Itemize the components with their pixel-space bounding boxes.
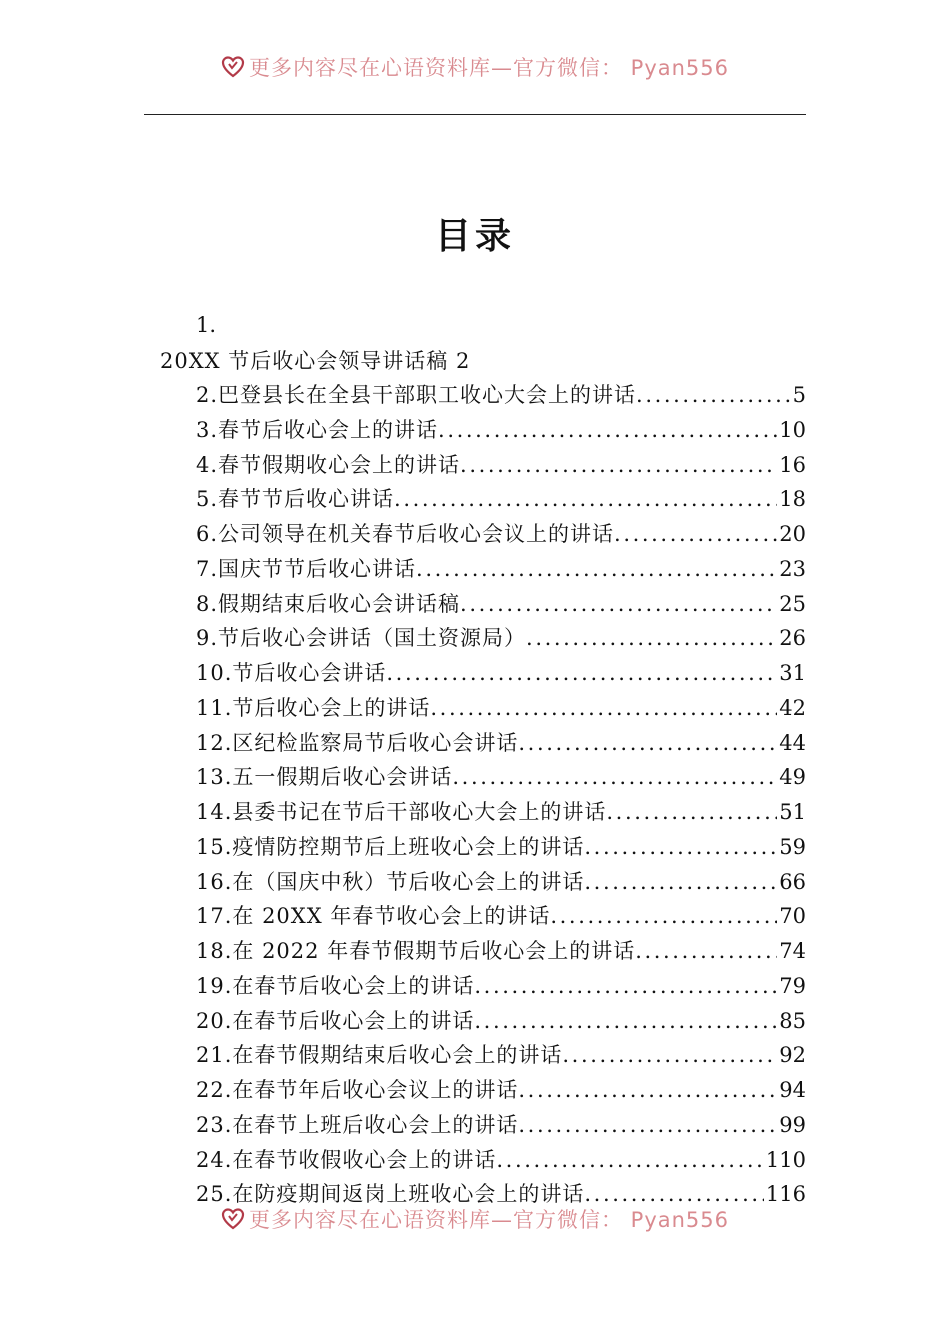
- toc-entry-label: 10.节后收心会讲话: [196, 661, 387, 685]
- toc-entry-page-number: 10: [779, 417, 806, 442]
- toc-entry-label: 8.假期结束后收心会讲话稿: [196, 591, 461, 616]
- heart-logo-icon: [221, 1207, 245, 1231]
- toc-entry-label: 23.在春节上班后收心会上的讲话: [196, 1112, 519, 1137]
- toc-entry-label: 14.县委书记在节后干部收心大会上的讲话: [196, 800, 607, 824]
- toc-entry-leader-dots: [635, 934, 777, 968]
- toc-entry-leader-dots: [430, 691, 777, 725]
- toc-entry-page-number: 51: [779, 800, 806, 824]
- toc-entry-page-number: 5: [792, 383, 806, 407]
- page-header: [0, 52, 950, 82]
- toc-entry-page-number: 79: [779, 973, 806, 998]
- toc-entry-label: 5.春节节后收心讲话: [196, 487, 395, 512]
- toc-entry-page-number: 23: [779, 556, 806, 581]
- toc-entry[interactable]: [196, 1073, 806, 1108]
- toc-entry-page-number: 74: [779, 939, 806, 963]
- toc-entry[interactable]: [196, 1004, 806, 1039]
- toc-entry-page-number: 18: [779, 487, 806, 512]
- page-title: 目录: [434, 215, 515, 257]
- toc-entry[interactable]: [196, 1143, 806, 1178]
- toc-entry-leader-dots: [452, 760, 777, 794]
- toc-entry-leader-dots: [584, 865, 777, 899]
- toc-entry-label: 17.在 20XX 年春节收心会上的讲话: [196, 904, 551, 929]
- toc-entry-leader-dots: [584, 830, 777, 864]
- toc-entry-page-number: 25: [779, 591, 806, 616]
- toc-entry[interactable]: [196, 899, 806, 934]
- toc-entry-leader-dots: [386, 656, 777, 690]
- toc-entry-label: 12.区纪检监察局节后收心会讲话: [196, 730, 519, 755]
- toc-entry[interactable]: [196, 691, 806, 726]
- toc-entry[interactable]: [196, 830, 806, 865]
- heart-logo-icon: [221, 55, 245, 79]
- toc-entry-leader-dots: [518, 1073, 777, 1107]
- toc-first-entry-text[interactable]: 20XX 节后收心会领导讲话稿 2: [160, 349, 471, 373]
- toc-entry-page-number: 26: [779, 626, 806, 651]
- toc-entry-leader-dots: [614, 517, 777, 551]
- toc-entry-label: 11.节后收心会上的讲话: [196, 695, 431, 720]
- toc-entry-leader-dots: [526, 621, 777, 655]
- toc-entry-label: 2.巴登县长在全县干部职工收心大会上的讲话: [196, 383, 637, 407]
- toc-entry-page-number: 99: [779, 1112, 806, 1137]
- toc-entry[interactable]: [196, 760, 806, 795]
- toc-first-entry-number: 1.: [196, 313, 217, 337]
- toc-entry-page-number: 42: [779, 695, 806, 720]
- toc-entry-leader-dots: [460, 587, 777, 621]
- toc-entry[interactable]: [196, 448, 806, 483]
- toc-entry-page-number: 44: [779, 730, 806, 755]
- toc-entry-label: 6.公司领导在机关春节后收心会议上的讲话: [196, 522, 615, 546]
- toc-entry-label: 3.春节后收心会上的讲话: [196, 417, 439, 442]
- toc-entry[interactable]: [196, 413, 806, 448]
- toc-entry-leader-dots: [518, 726, 777, 760]
- toc-entry-leader-dots: [438, 413, 777, 447]
- toc-entry[interactable]: [196, 1108, 806, 1143]
- toc-entry[interactable]: [196, 865, 806, 900]
- toc-entry-label: 4.春节假期收心会上的讲话: [196, 452, 461, 477]
- toc-entry-leader-dots: [550, 899, 777, 933]
- toc-entry-page-number: 31: [779, 661, 806, 685]
- toc-entry-leader-dots: [474, 969, 777, 1003]
- toc-entry[interactable]: [196, 587, 806, 622]
- toc-entry-label: 25.在防疫期间返岗上班收心会上的讲话: [196, 1182, 585, 1207]
- toc-entry-page-number: 70: [779, 904, 806, 929]
- toc-entry[interactable]: [196, 726, 806, 761]
- toc-entry-leader-dots: [562, 1038, 777, 1072]
- toc-entry[interactable]: [196, 482, 806, 517]
- toc-entry[interactable]: [196, 969, 806, 1004]
- toc-entry-label: 20.在春节后收心会上的讲话: [196, 1008, 475, 1033]
- toc-entry-page-number: 116: [765, 1182, 806, 1207]
- toc-entry-leader-dots: [460, 448, 777, 482]
- toc-entry[interactable]: [196, 1038, 806, 1073]
- footer-watermark-text: 更多内容尽在心语资料库—官方微信： Pyan556: [248, 1208, 730, 1232]
- toc-entry-page-number: 94: [779, 1078, 806, 1102]
- toc-entry-page-number: 16: [779, 452, 806, 477]
- toc-entry-label: 22.在春节年后收心会议上的讲话: [196, 1078, 519, 1102]
- toc-entry-leader-dots: [416, 552, 777, 586]
- toc-entry[interactable]: [196, 934, 806, 969]
- toc-entry[interactable]: [196, 795, 806, 830]
- toc-entry-label: 21.在春节假期结束后收心会上的讲话: [196, 1043, 563, 1068]
- toc-entry-leader-dots: [606, 795, 777, 829]
- toc-entry[interactable]: [196, 378, 806, 413]
- toc-entry-leader-dots: [636, 378, 791, 412]
- toc-entry-page-number: 66: [779, 869, 806, 894]
- toc-entry-label: 19.在春节后收心会上的讲话: [196, 973, 475, 998]
- header-divider: [144, 114, 806, 115]
- toc-entry-page-number: 49: [779, 765, 806, 790]
- toc-entry-page-number: 110: [765, 1147, 806, 1172]
- toc-entry-label: 16.在（国庆中秋）节后收心会上的讲话: [196, 869, 585, 894]
- toc-entry[interactable]: [196, 517, 806, 552]
- toc-entry[interactable]: [196, 552, 806, 587]
- toc-entry-label: 9.节后收心会讲话（国土资源局）: [196, 626, 527, 651]
- toc-entry[interactable]: [196, 621, 806, 656]
- toc-entry-label: 24.在春节收假收心会上的讲话: [196, 1147, 497, 1172]
- header-watermark-text: 更多内容尽在心语资料库—官方微信： Pyan556: [248, 56, 730, 80]
- toc-entry-label: 18.在 2022 年春节假期节后收心会上的讲话: [196, 939, 636, 963]
- toc-entry-leader-dots: [496, 1143, 764, 1177]
- toc-entry-page-number: 85: [779, 1008, 806, 1033]
- toc-entry-label: 7.国庆节节后收心讲话: [196, 556, 417, 581]
- toc-entry-list: [196, 378, 806, 1212]
- toc-entry-page-number: 92: [779, 1043, 806, 1068]
- toc-entry-label: 13.五一假期后收心会讲话: [196, 765, 453, 790]
- toc-entry[interactable]: [196, 656, 806, 691]
- toc-entry-page-number: 59: [779, 834, 806, 859]
- toc-entry-label: 15.疫情防控期节后上班收心会上的讲话: [196, 834, 585, 859]
- page-footer: [0, 1204, 950, 1234]
- toc-entry-leader-dots: [474, 1004, 777, 1038]
- toc-entry-page-number: 20: [779, 522, 806, 546]
- toc-entry-leader-dots: [394, 482, 777, 516]
- toc-entry-leader-dots: [518, 1108, 777, 1142]
